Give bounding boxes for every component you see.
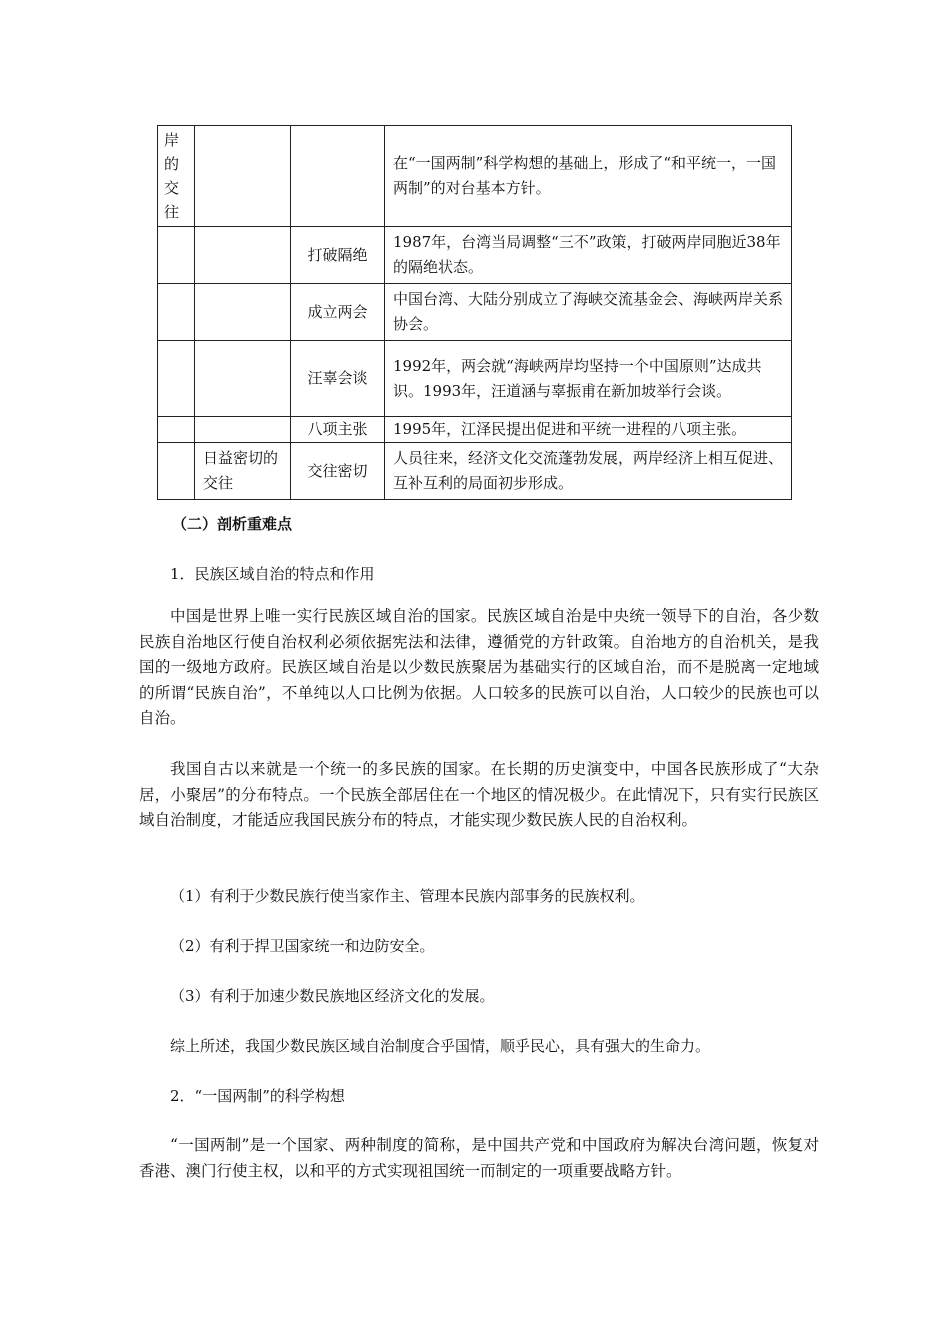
table-cell: [158, 126, 195, 227]
table-cell: 1995年，江泽民提出促进和平统一进程的八项主张。: [385, 417, 792, 443]
table-cell: [195, 341, 291, 417]
history-table: [157, 125, 792, 500]
list-item: （1）有利于少数民族行使当家作主、管理本民族内部事务的民族权利。: [170, 887, 645, 905]
paragraph: 中国是世界上唯一实行民族区域自治的国家。民族区域自治是中央统一领导下的自治，各少数民族自治地区行使自治权利必须依据宪法和法律，遵循党的方针政策。自治地方的自治机关，是我国的一级地方政府。民族区域自治是以少数民族聚居为基础实行的区域自治，而不是脱离一定地域的所谓“民族自治”，不单纯以人口比例为依据。人口较多的民族可以自治，人口较少的民族也可以自治。: [139, 607, 819, 728]
table-cell: [195, 227, 291, 284]
paragraph: “一国两制”是一个国家、两种制度的简称，是中国共产党和中国政府为解决台湾问题，恢复对香港、澳门行使主权，以和平的方式实现祖国统一而制定的一项重要战略方针。: [139, 1136, 819, 1180]
list-item: （3）有利于加速少数民族地区经济文化的发展。: [170, 987, 495, 1005]
table-row: [158, 126, 792, 227]
table-cell: 日益密切的交往: [195, 443, 291, 500]
table-cell: 人员往来，经济文化交流蓬勃发展，两岸经济上相互促进、互补互利的局面初步形成。: [385, 443, 792, 500]
table-cell: [195, 417, 291, 443]
table-row: [158, 284, 792, 341]
table-cell: 中国台湾、大陆分别成立了海峡交流基金会、海峡两岸关系协会。: [385, 284, 792, 341]
item-title: 2．“一国两制”的科学构想: [170, 1087, 345, 1105]
table-cell: 1992年，两会就“海峡两岸均坚持一个中国原则”达成共识。1993年，汪道涵与辜振甫在新加坡举行会谈。: [385, 341, 792, 417]
item-title: 1．民族区域自治的特点和作用: [170, 565, 375, 583]
table-row: [158, 227, 792, 284]
section-heading: （二）剖析重难点: [172, 515, 293, 533]
table-row: [158, 443, 792, 500]
table-cell: [158, 227, 195, 284]
summary-text: 综上所述，我国少数民族区域自治制度合乎国情，顺乎民心，具有强大的生命力。: [170, 1037, 711, 1055]
table-cell: [158, 443, 195, 500]
table-cell: 在“一国两制”科学构想的基础上，形成了“和平统一，一国两制”的对台基本方针。: [385, 126, 792, 227]
table-cell: 1987年，台湾当局调整“三不”政策，打破两岸同胞近38年的隔绝状态。: [385, 227, 792, 284]
list-item: （2）有利于捍卫国家统一和边防安全。: [170, 937, 435, 955]
table-cell: 打破隔绝: [291, 227, 385, 284]
table-cell: [158, 417, 195, 443]
table-row: [158, 341, 792, 417]
table-cell: 八项主张: [291, 417, 385, 443]
table-cell: 成立两会: [291, 284, 385, 341]
table-cell: 交往密切: [291, 443, 385, 500]
table-cell: 汪辜会谈: [291, 341, 385, 417]
table-cell: [158, 284, 195, 341]
paragraph: 我国自古以来就是一个统一的多民族的国家。在长期的历史演变中，中国各民族形成了“大杂居，小聚居”的分布特点。一个民族全部居住在一个地区的情况极少。在此情况下，只有实行民族区域自治制度，才能适应我国民族分布的特点，才能实现少数民族人民的自治权利。: [139, 760, 819, 830]
cell-vertical-text: 岸 的 交 往: [164, 131, 180, 221]
table-cell: [195, 126, 291, 227]
table-cell: [195, 284, 291, 341]
table-cell: [291, 126, 385, 227]
table-row: [158, 417, 792, 443]
table-cell: [158, 341, 195, 417]
